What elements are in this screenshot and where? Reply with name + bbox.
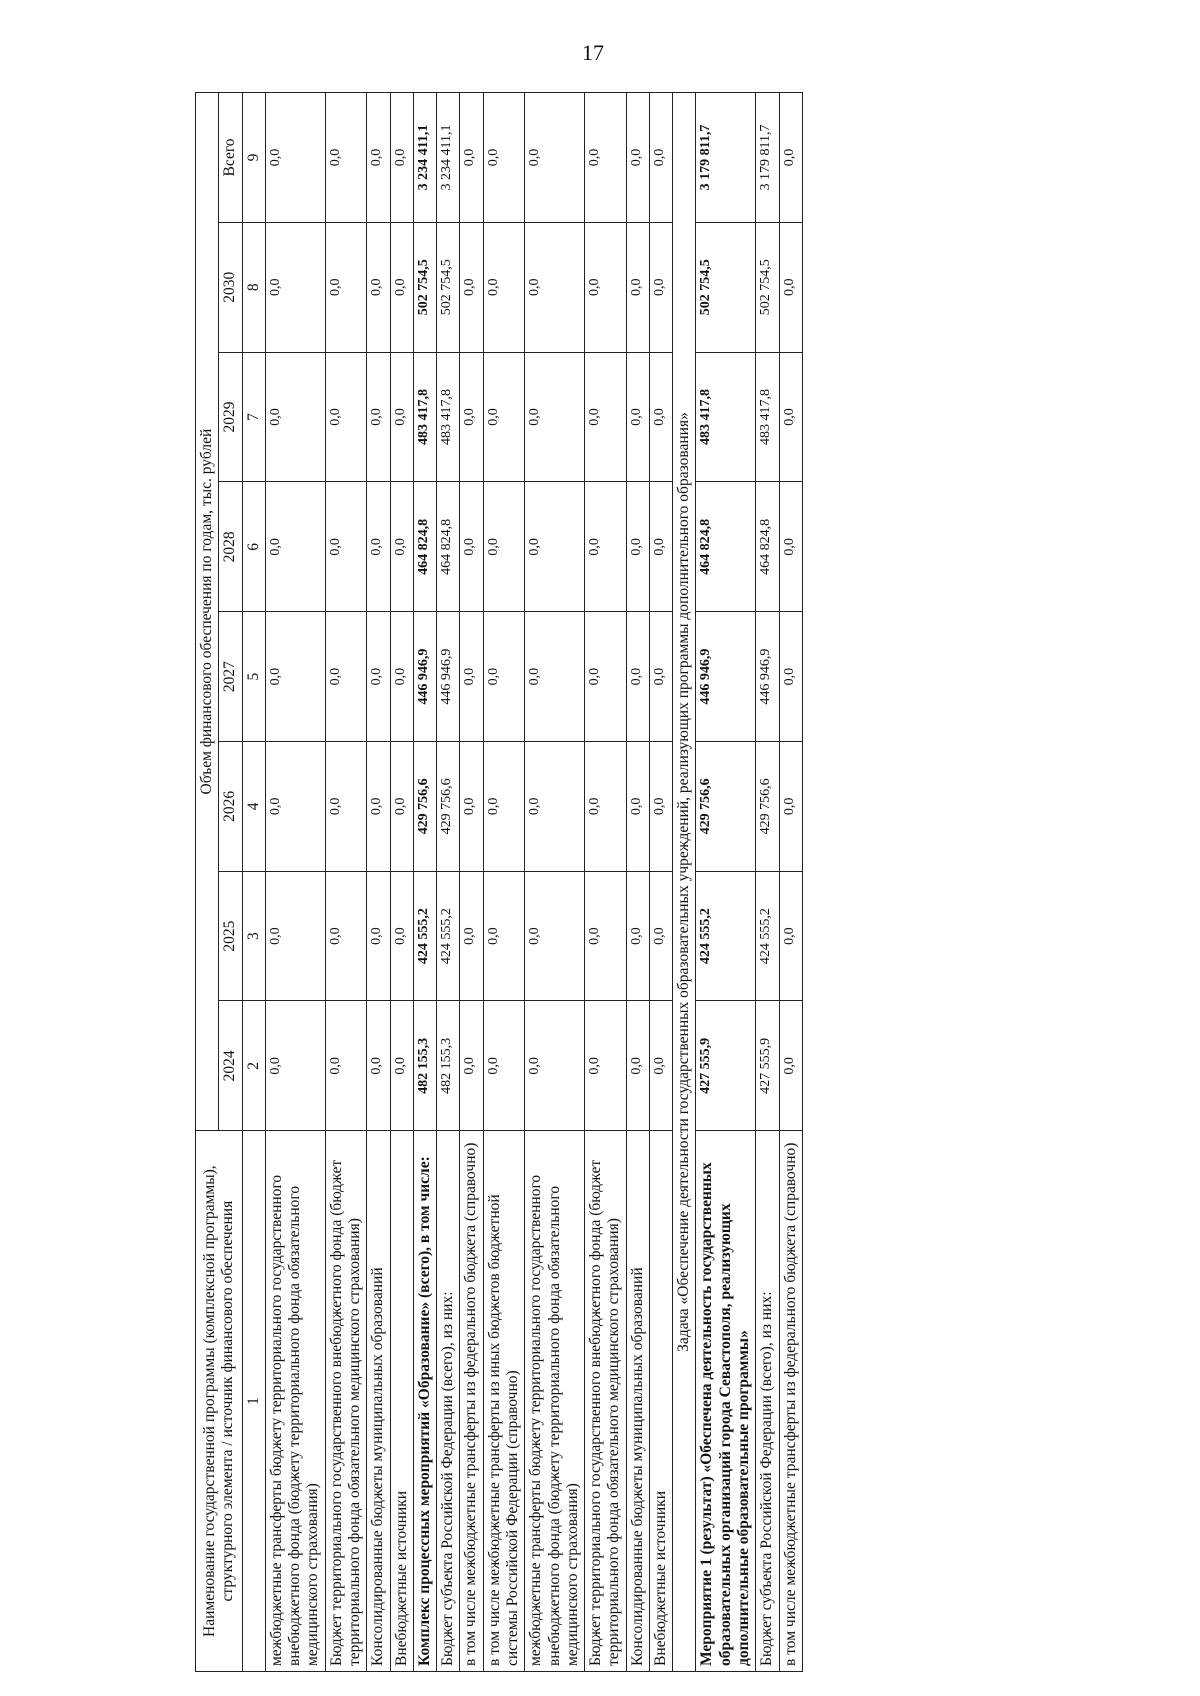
value-cell: 0,0: [649, 1001, 672, 1131]
value-cell: 0,0: [779, 222, 802, 352]
table-row: [483, 93, 525, 1672]
row-label: Консолидированные бюджеты муниципальных образований: [367, 1131, 390, 1672]
value-cell: 0,0: [525, 482, 585, 612]
value-cell: 0,0: [649, 222, 672, 352]
value-cell: 0,0: [585, 222, 627, 352]
header-year: 2030: [219, 222, 242, 352]
task-heading: Задача «Обеспечение деятельности государственных образовательных учреждений, реализующих программы дополнительного образования»: [673, 93, 696, 1672]
value-cell: 0,0: [525, 93, 585, 223]
row-label: Бюджет субъекта Российской Федерации (всего), из них:: [756, 1131, 779, 1672]
row-label: Мероприятие 1 (результат) «Обеспечена деятельность государственных образовательных организаций города Севастополя, реализующих дополнительные образовательные программы»: [696, 1131, 756, 1672]
row-label: Комплекс процессных мероприятий «Образование» (всего), в том числе:: [413, 1131, 436, 1672]
page-number: 17: [582, 40, 604, 65]
value-cell: 0,0: [585, 352, 627, 482]
value-cell: 482 155,3: [413, 1001, 436, 1131]
value-cell: 502 754,5: [696, 222, 756, 352]
value-cell: 0,0: [585, 871, 627, 1001]
value-cell: 0,0: [460, 871, 483, 1001]
value-cell: 0,0: [483, 482, 525, 612]
value-cell: 0,0: [367, 741, 390, 871]
col-number: 3: [242, 871, 265, 1001]
value-cell: 0,0: [325, 93, 367, 223]
table-row: [265, 93, 325, 1672]
value-cell: 0,0: [626, 93, 649, 223]
value-cell: 0,0: [585, 741, 627, 871]
col-number: 2: [242, 1001, 265, 1131]
value-cell: 482 155,3: [437, 1001, 460, 1131]
value-cell: 0,0: [525, 352, 585, 482]
table-row: [756, 93, 779, 1672]
value-cell: 0,0: [265, 93, 325, 223]
value-cell: 0,0: [779, 1001, 802, 1131]
table-row: [626, 93, 649, 1672]
value-cell: 0,0: [649, 482, 672, 612]
value-cell: 0,0: [367, 1001, 390, 1131]
value-cell: 0,0: [460, 93, 483, 223]
value-cell: 424 555,2: [756, 871, 779, 1001]
row-label: Внебюджетные источники: [649, 1131, 672, 1672]
table-row: [413, 93, 436, 1672]
value-cell: 0,0: [483, 741, 525, 871]
value-cell: 0,0: [483, 222, 525, 352]
header-year: 2029: [219, 352, 242, 482]
header-year: 2028: [219, 482, 242, 612]
value-cell: 446 946,9: [756, 612, 779, 742]
value-cell: 0,0: [390, 1001, 413, 1131]
value-cell: 0,0: [325, 352, 367, 482]
value-cell: 0,0: [779, 612, 802, 742]
value-cell: 0,0: [390, 871, 413, 1001]
value-cell: 424 555,2: [413, 871, 436, 1001]
value-cell: 0,0: [626, 1001, 649, 1131]
value-cell: 429 756,6: [756, 741, 779, 871]
value-cell: 0,0: [483, 612, 525, 742]
value-cell: 464 824,8: [413, 482, 436, 612]
value-cell: 0,0: [265, 1001, 325, 1131]
value-cell: 0,0: [649, 871, 672, 1001]
value-cell: 0,0: [525, 612, 585, 742]
table-row: [649, 93, 672, 1672]
col-number: 1: [242, 1131, 265, 1672]
table-row: [437, 93, 460, 1672]
value-cell: 446 946,9: [413, 612, 436, 742]
value-cell: 0,0: [779, 352, 802, 482]
value-cell: 0,0: [460, 741, 483, 871]
value-cell: 0,0: [367, 612, 390, 742]
col-number: 8: [242, 222, 265, 352]
value-cell: 0,0: [779, 482, 802, 612]
value-cell: 0,0: [525, 741, 585, 871]
row-label: в том числе межбюджетные трансферты из федерального бюджета (справочно): [779, 1131, 802, 1672]
value-cell: 429 756,6: [696, 741, 756, 871]
value-cell: 0,0: [460, 222, 483, 352]
value-cell: 0,0: [367, 871, 390, 1001]
col-number: 4: [242, 741, 265, 871]
row-label: межбюджетные трансферты бюджету территориального государственного внебюджетного фонда (бюджету территориального фонда обязательного медицинского страхования): [265, 1131, 325, 1672]
value-cell: 0,0: [265, 222, 325, 352]
value-cell: 0,0: [367, 93, 390, 223]
value-cell: 0,0: [265, 871, 325, 1001]
table-row: [460, 93, 483, 1672]
value-cell: 427 555,9: [696, 1001, 756, 1131]
value-cell: 0,0: [367, 222, 390, 352]
value-cell: 483 417,8: [437, 352, 460, 482]
col-number: 9: [242, 93, 265, 223]
table-row: [779, 93, 802, 1672]
value-cell: 424 555,2: [437, 871, 460, 1001]
row-label: в том числе межбюджетные трансферты из иных бюджетов бюджетной системы Российской Федерации (справочно): [483, 1131, 525, 1672]
value-cell: 0,0: [779, 93, 802, 223]
value-cell: 0,0: [779, 871, 802, 1001]
value-cell: 3 234 411,1: [413, 93, 436, 223]
value-cell: 429 756,6: [437, 741, 460, 871]
header-year: 2027: [219, 612, 242, 742]
value-cell: 0,0: [626, 741, 649, 871]
value-cell: 464 824,8: [696, 482, 756, 612]
value-cell: 0,0: [325, 1001, 367, 1131]
row-label: в том числе межбюджетные трансферты из федерального бюджета (справочно): [460, 1131, 483, 1672]
col-number: 5: [242, 612, 265, 742]
value-cell: 0,0: [483, 352, 525, 482]
value-cell: 0,0: [265, 352, 325, 482]
value-cell: 0,0: [483, 871, 525, 1001]
value-cell: 446 946,9: [696, 612, 756, 742]
table-row: [325, 93, 367, 1672]
row-label: межбюджетные трансферты бюджету территориального государственного внебюджетного фонда (бюджету территориального фонда обязательного медицинского страхования): [525, 1131, 585, 1672]
value-cell: 0,0: [460, 352, 483, 482]
value-cell: 0,0: [626, 871, 649, 1001]
value-cell: 0,0: [649, 612, 672, 742]
value-cell: 446 946,9: [437, 612, 460, 742]
value-cell: 0,0: [325, 741, 367, 871]
table-row: [367, 93, 390, 1672]
value-cell: 0,0: [585, 93, 627, 223]
header-volume-caption: Объем финансового обеспечения по годам, тыс. рублей: [196, 93, 219, 1131]
value-cell: 0,0: [367, 352, 390, 482]
value-cell: 0,0: [390, 741, 413, 871]
value-cell: 0,0: [460, 1001, 483, 1131]
value-cell: 0,0: [390, 482, 413, 612]
value-cell: 424 555,2: [696, 871, 756, 1001]
rotated-table-wrapper: [195, 92, 1075, 1672]
value-cell: 483 417,8: [413, 352, 436, 482]
header-row-numbers: [242, 93, 265, 1672]
value-cell: 0,0: [265, 741, 325, 871]
value-cell: 502 754,5: [756, 222, 779, 352]
value-cell: 0,0: [585, 482, 627, 612]
value-cell: 0,0: [626, 482, 649, 612]
value-cell: 0,0: [649, 741, 672, 871]
header-year: 2024: [219, 1001, 242, 1131]
value-cell: 502 754,5: [413, 222, 436, 352]
col-number: 6: [242, 482, 265, 612]
row-label: Бюджет территориального государственного внебюджетного фонда (бюджет территориального фонда обязательного медицинского страхования): [325, 1131, 367, 1672]
value-cell: 483 417,8: [756, 352, 779, 482]
value-cell: 0,0: [525, 222, 585, 352]
table-row: [673, 93, 696, 1672]
row-label: Бюджет субъекта Российской Федерации (всего), из них:: [437, 1131, 460, 1672]
value-cell: 429 756,6: [413, 741, 436, 871]
value-cell: 0,0: [626, 612, 649, 742]
value-cell: 0,0: [585, 612, 627, 742]
value-cell: 483 417,8: [696, 352, 756, 482]
value-cell: 0,0: [390, 93, 413, 223]
row-label: Консолидированные бюджеты муниципальных образований: [626, 1131, 649, 1672]
table-row: [390, 93, 413, 1672]
value-cell: 0,0: [265, 612, 325, 742]
value-cell: 0,0: [390, 612, 413, 742]
value-cell: 0,0: [779, 741, 802, 871]
value-cell: 0,0: [460, 612, 483, 742]
value-cell: 0,0: [626, 222, 649, 352]
value-cell: 3 179 811,7: [756, 93, 779, 223]
col-number: 7: [242, 352, 265, 482]
value-cell: 0,0: [325, 222, 367, 352]
header-name-col: Наименование государственной программы (комплексной программы), структурного элемента / источник финансового обеспечения: [196, 1131, 243, 1672]
value-cell: 0,0: [649, 93, 672, 223]
value-cell: 0,0: [483, 1001, 525, 1131]
header-year: 2026: [219, 741, 242, 871]
header-year: 2025: [219, 871, 242, 1001]
value-cell: 0,0: [390, 222, 413, 352]
header-row-1: [196, 93, 219, 1672]
rotated-page: [195, 92, 1075, 1672]
row-label: Внебюджетные источники: [390, 1131, 413, 1672]
value-cell: 427 555,9: [756, 1001, 779, 1131]
value-cell: 0,0: [325, 612, 367, 742]
value-cell: 0,0: [585, 1001, 627, 1131]
table-row: [525, 93, 585, 1672]
financing-table: [195, 92, 803, 1672]
value-cell: 0,0: [460, 482, 483, 612]
value-cell: 464 824,8: [437, 482, 460, 612]
value-cell: 0,0: [525, 871, 585, 1001]
value-cell: 0,0: [626, 352, 649, 482]
value-cell: 0,0: [483, 93, 525, 223]
value-cell: 464 824,8: [756, 482, 779, 612]
value-cell: 0,0: [325, 482, 367, 612]
value-cell: 0,0: [325, 871, 367, 1001]
table-row: [696, 93, 756, 1672]
value-cell: 0,0: [265, 482, 325, 612]
value-cell: 3 234 411,1: [437, 93, 460, 223]
value-cell: 3 179 811,7: [696, 93, 756, 223]
value-cell: 502 754,5: [437, 222, 460, 352]
header-total: Всего: [219, 93, 242, 223]
value-cell: 0,0: [390, 352, 413, 482]
table-body: [265, 93, 802, 1672]
value-cell: 0,0: [649, 352, 672, 482]
row-label: Бюджет территориального государственного внебюджетного фонда (бюджет территориального фонда обязательного медицинского страхования): [585, 1131, 627, 1672]
table-row: [585, 93, 627, 1672]
value-cell: 0,0: [525, 1001, 585, 1131]
value-cell: 0,0: [367, 482, 390, 612]
